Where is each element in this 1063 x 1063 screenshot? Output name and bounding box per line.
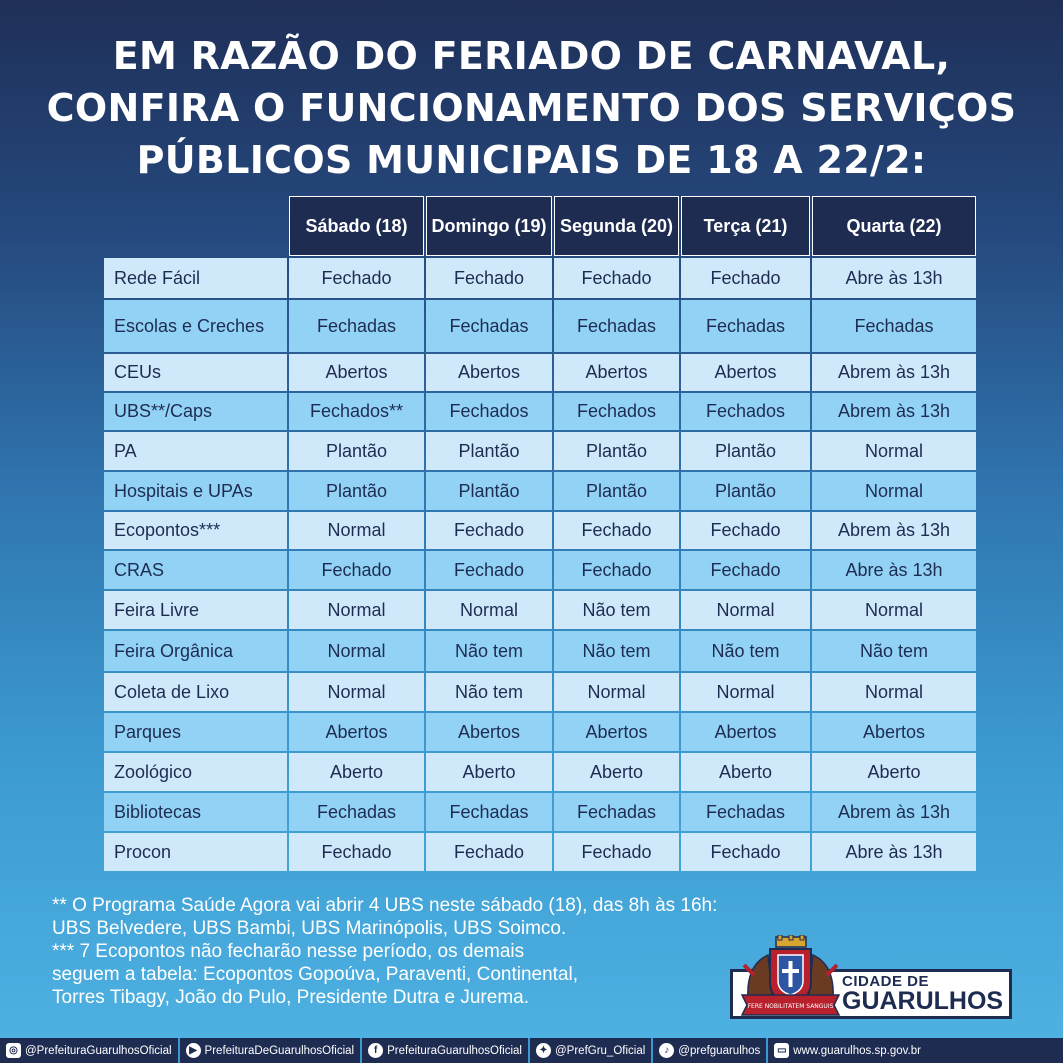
footer-twitter-link[interactable] <box>530 1038 653 1063</box>
table-cell: Abrem às 13h <box>812 793 976 831</box>
table-cell: Fechado <box>289 833 424 871</box>
table-cell: Abrem às 13h <box>812 393 976 430</box>
page-title <box>0 30 1063 186</box>
table-row <box>104 393 976 430</box>
footnote-line: Torres Tibagy, João do Pulo, Presidente Dutra e Jurema. <box>52 987 530 1008</box>
footer-website-link[interactable] <box>768 1038 927 1063</box>
table-body <box>104 258 976 871</box>
title-line: EM RAZÃO DO FERIADO DE CARNAVAL, <box>112 34 951 78</box>
row-label: Bibliotecas <box>104 793 287 831</box>
column-header: Domingo (19) <box>426 196 552 256</box>
table-row <box>104 354 976 391</box>
table-row <box>104 631 976 671</box>
title-line: CONFIRA O FUNCIONAMENTO DOS SERVIÇOS <box>46 86 1017 130</box>
table-cell: Fechados <box>426 393 552 430</box>
footer-link-text: www.guarulhos.sp.gov.br <box>793 1044 921 1057</box>
table-cell: Fechado <box>426 258 552 298</box>
table-row <box>104 833 976 871</box>
row-label: Parques <box>104 713 287 751</box>
table-cell: Abertos <box>554 713 679 751</box>
table-cell: Normal <box>289 512 424 549</box>
table-cell: Normal <box>681 673 810 711</box>
table-cell: Aberto <box>681 753 810 791</box>
table-cell: Normal <box>554 673 679 711</box>
table-cell: Fechado <box>681 512 810 549</box>
row-label: Feira Livre <box>104 591 287 629</box>
table-cell: Fechadas <box>289 793 424 831</box>
table-cell: Fechadas <box>426 793 552 831</box>
table-cell: Fechados <box>554 393 679 430</box>
table-cell: Fechadas <box>681 300 810 352</box>
footnote-line: seguem a tabela: Ecopontos Gopoúva, Paraventi, Continental, <box>52 964 579 985</box>
table-row <box>104 673 976 711</box>
table-cell: Plantão <box>681 472 810 510</box>
row-label: Coleta de Lixo <box>104 673 287 711</box>
table-cell: Abrem às 13h <box>812 354 976 391</box>
column-header: Sábado (18) <box>289 196 424 256</box>
table-cell: Fechadas <box>554 300 679 352</box>
table-cell: Abertos <box>289 354 424 391</box>
table-row <box>104 713 976 751</box>
column-header: Terça (21) <box>681 196 810 256</box>
table-row <box>104 512 976 549</box>
city-crest-icon <box>738 935 843 1019</box>
table-cell: Abertos <box>426 713 552 751</box>
table-cell: Não tem <box>681 631 810 671</box>
table-cell: Fechado <box>554 512 679 549</box>
table-cell: Aberto <box>554 753 679 791</box>
table-cell: Fechado <box>554 833 679 871</box>
table-cell: Fechadas <box>812 300 976 352</box>
table-cell: Aberto <box>289 753 424 791</box>
table-cell: Abertos <box>554 354 679 391</box>
table-row <box>104 551 976 589</box>
table-cell: Fechado <box>681 833 810 871</box>
table-cell: Abertos <box>681 354 810 391</box>
table-cell: Abertos <box>426 354 552 391</box>
table-cell: Normal <box>289 631 424 671</box>
footer-tiktok-link[interactable] <box>653 1038 768 1063</box>
row-label: Zoológico <box>104 753 287 791</box>
crest-motto: FERE NOBILITATEM SANGUIS <box>747 1003 834 1010</box>
logo-line: CIDADE DE <box>842 973 930 990</box>
footer-instagram-link[interactable] <box>0 1038 180 1063</box>
table-row <box>104 258 976 298</box>
footnote-line: UBS Belvedere, UBS Bambi, UBS Marinópolis, UBS Soimco. <box>52 918 567 939</box>
table-cell: Aberto <box>426 753 552 791</box>
table-cell: Normal <box>812 673 976 711</box>
title-line: PÚBLICOS MUNICIPAIS DE 18 A 22/2: <box>136 138 927 182</box>
footer-link-text: PrefeituraDeGuarulhosOficial <box>204 1044 355 1057</box>
logo-line: GUARULHOS <box>842 987 1004 1015</box>
table-cell: Fechado <box>426 512 552 549</box>
table-cell: Normal <box>426 591 552 629</box>
table-row <box>104 300 976 352</box>
twitter-icon: ✦ <box>536 1043 551 1058</box>
table-cell: Plantão <box>554 472 679 510</box>
row-label: Ecopontos*** <box>104 512 287 549</box>
footer-link-text: @PrefeituraGuarulhosOficial <box>25 1044 172 1057</box>
footer-link-text: PrefeituraGuarulhosOficial <box>387 1044 522 1057</box>
table-cell: Não tem <box>426 631 552 671</box>
column-header: Segunda (20) <box>554 196 679 256</box>
table-cell: Plantão <box>289 432 424 470</box>
header-corner <box>104 196 287 256</box>
table-row <box>104 591 976 629</box>
table-cell: Fechado <box>289 258 424 298</box>
table-cell: Normal <box>812 591 976 629</box>
table-row <box>104 793 976 831</box>
instagram-icon: ◎ <box>6 1043 21 1058</box>
table-cell: Fechado <box>289 551 424 589</box>
table-cell: Normal <box>812 432 976 470</box>
table-cell: Fechadas <box>426 300 552 352</box>
table-cell: Fechado <box>554 258 679 298</box>
table-cell: Plantão <box>426 432 552 470</box>
row-label: Hospitais e UPAs <box>104 472 287 510</box>
schedule-table <box>102 194 978 873</box>
table-row <box>104 472 976 510</box>
table-row <box>104 432 976 470</box>
table-cell: Abertos <box>289 713 424 751</box>
tiktok-icon: ♪ <box>659 1043 674 1058</box>
table-cell: Não tem <box>426 673 552 711</box>
column-header: Quarta (22) <box>812 196 976 256</box>
footnote-line: ** O Programa Saúde Agora vai abrir 4 UBS neste sábado (18), das 8h às 16h: <box>52 895 718 916</box>
table-cell: Abrem às 13h <box>812 512 976 549</box>
table-cell: Não tem <box>812 631 976 671</box>
table-cell: Abre às 13h <box>812 833 976 871</box>
footer-youtube-link[interactable] <box>180 1038 363 1063</box>
row-label: Feira Orgânica <box>104 631 287 671</box>
youtube-icon: ▶ <box>186 1043 201 1058</box>
table-cell: Fechadas <box>289 300 424 352</box>
table-cell: Abre às 13h <box>812 258 976 298</box>
table-cell: Fechadas <box>681 793 810 831</box>
table-cell: Não tem <box>554 591 679 629</box>
table-cell: Plantão <box>426 472 552 510</box>
row-label: Procon <box>104 833 287 871</box>
table-cell: Fechado <box>426 833 552 871</box>
social-footer <box>0 1038 1063 1063</box>
footer-link-text: @PrefGru_Oficial <box>555 1044 646 1057</box>
row-label: Escolas e Creches <box>104 300 287 352</box>
footnote-line: *** 7 Ecopontos não fecharão nesse período, os demais <box>52 941 525 962</box>
table-cell: Normal <box>812 472 976 510</box>
table-cell: Abre às 13h <box>812 551 976 589</box>
row-label: PA <box>104 432 287 470</box>
table-cell: Fechado <box>554 551 679 589</box>
row-label: CEUs <box>104 354 287 391</box>
table-cell: Abertos <box>681 713 810 751</box>
footer-link-text: @prefguarulhos <box>678 1044 761 1057</box>
table-cell: Não tem <box>554 631 679 671</box>
table-cell: Fechados** <box>289 393 424 430</box>
table-cell: Fechado <box>681 258 810 298</box>
table-cell: Fechados <box>681 393 810 430</box>
footer-facebook-link[interactable] <box>362 1038 530 1063</box>
table-cell: Plantão <box>681 432 810 470</box>
table-cell: Plantão <box>554 432 679 470</box>
table-cell: Normal <box>289 591 424 629</box>
table-cell: Normal <box>289 673 424 711</box>
table-cell: Plantão <box>289 472 424 510</box>
city-logo <box>730 935 1012 1025</box>
facebook-icon: f <box>368 1043 383 1058</box>
table-cell: Aberto <box>812 753 976 791</box>
table-cell: Abertos <box>812 713 976 751</box>
table-cell: Normal <box>681 591 810 629</box>
row-label: CRAS <box>104 551 287 589</box>
table-cell: Fechadas <box>554 793 679 831</box>
row-label: Rede Fácil <box>104 258 287 298</box>
table-cell: Fechado <box>426 551 552 589</box>
table-row <box>104 753 976 791</box>
row-label: UBS**/Caps <box>104 393 287 430</box>
table-cell: Fechado <box>681 551 810 589</box>
monitor-icon: ▭ <box>774 1043 789 1058</box>
header-row <box>104 196 976 256</box>
